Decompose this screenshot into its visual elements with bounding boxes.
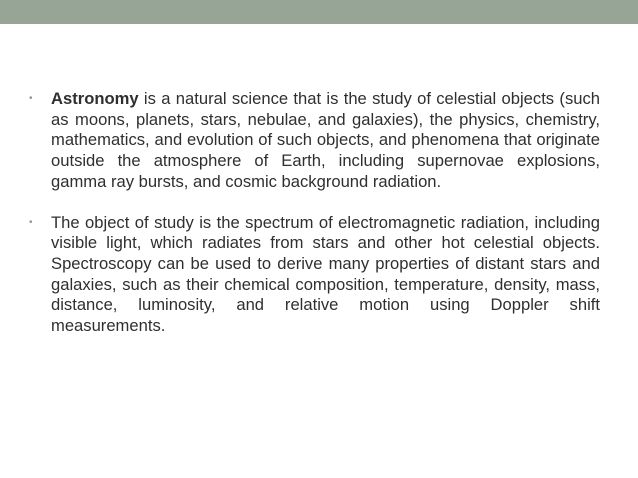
bullet-text: The object of study is the spectrum of electromagnetic radiation, including visible light, which radiates from stars and other hot celestial objects. Spectroscopy can be used to derive many properties of distant stars and galaxies, such as their chemical composition, temperature, density, mass, distance, luminosity, and relative motion using Doppler shift measurements. xyxy=(51,212,600,336)
bullet-term: Astronomy xyxy=(51,89,139,108)
bullet-text: is a natural science that is the study of celestial objects (such as moons, planets, stars, nebulae, and galaxies), the physics, chemistry, mathematics, and evolution of such objects, and phenomena that originate outside the atmosphere of Earth, including supernovae explosions, gamma ray bursts, and cosmic background radiation. xyxy=(51,89,600,191)
bullet-dot-icon: • xyxy=(29,216,33,228)
bullet-item-object-of-study xyxy=(29,213,600,337)
bullet-list xyxy=(29,89,600,337)
top-accent-bar xyxy=(0,0,638,24)
bullet-dot-icon: • xyxy=(29,93,33,104)
bullet-item-astronomy xyxy=(29,89,600,193)
